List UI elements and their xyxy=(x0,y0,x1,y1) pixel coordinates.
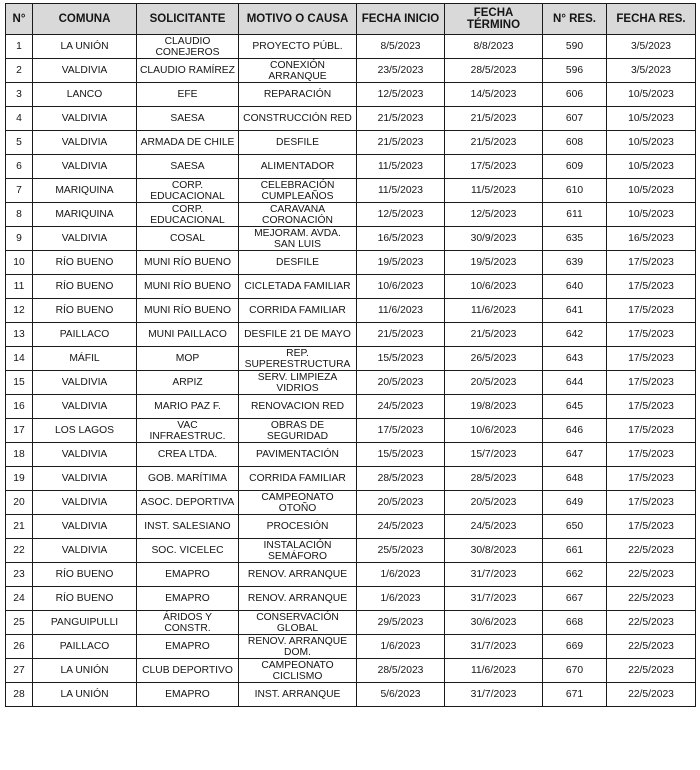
cell-num: 12 xyxy=(6,299,33,323)
cell-fecha-inicio: 8/5/2023 xyxy=(357,35,445,59)
cell-motivo: ALIMENTADOR xyxy=(239,155,357,179)
cell-num-res: 662 xyxy=(543,563,607,587)
cell-fecha-res: 10/5/2023 xyxy=(607,179,696,203)
cell-motivo: PROCESIÓN xyxy=(239,515,357,539)
table-row xyxy=(6,611,696,635)
cell-fecha-termino: 20/5/2023 xyxy=(445,371,543,395)
cell-num: 17 xyxy=(6,419,33,443)
cell-num-res: 606 xyxy=(543,83,607,107)
cell-comuna: VALDIVIA xyxy=(33,539,137,563)
cell-comuna: LOS LAGOS xyxy=(33,419,137,443)
cell-fecha-res: 17/5/2023 xyxy=(607,515,696,539)
cell-comuna: VALDIVIA xyxy=(33,491,137,515)
header-fecha-res: FECHA RES. xyxy=(607,4,696,35)
cell-num: 5 xyxy=(6,131,33,155)
cell-solicitante: EMAPRO xyxy=(137,563,239,587)
cell-num: 4 xyxy=(6,107,33,131)
cell-comuna: RÍO BUENO xyxy=(33,299,137,323)
cell-num-res: 670 xyxy=(543,659,607,683)
cell-fecha-res: 10/5/2023 xyxy=(607,155,696,179)
cell-comuna: LA UNIÓN xyxy=(33,683,137,707)
cell-fecha-termino: 30/9/2023 xyxy=(445,227,543,251)
cell-comuna: LANCO xyxy=(33,83,137,107)
table-row xyxy=(6,107,696,131)
cell-num: 2 xyxy=(6,59,33,83)
cell-num: 28 xyxy=(6,683,33,707)
cell-fecha-res: 10/5/2023 xyxy=(607,131,696,155)
cell-fecha-inicio: 25/5/2023 xyxy=(357,539,445,563)
cell-comuna: VALDIVIA xyxy=(33,371,137,395)
permits-table xyxy=(5,3,696,707)
cell-motivo: CELEBRACIÓN CUMPLEAÑOS xyxy=(239,179,357,203)
cell-solicitante: CREA LTDA. xyxy=(137,443,239,467)
cell-num-res: 667 xyxy=(543,587,607,611)
cell-fecha-res: 22/5/2023 xyxy=(607,659,696,683)
cell-fecha-res: 17/5/2023 xyxy=(607,275,696,299)
cell-fecha-res: 22/5/2023 xyxy=(607,563,696,587)
cell-num-res: 669 xyxy=(543,635,607,659)
cell-num-res: 639 xyxy=(543,251,607,275)
cell-fecha-res: 22/5/2023 xyxy=(607,683,696,707)
header-row xyxy=(6,4,696,35)
cell-fecha-termino: 31/7/2023 xyxy=(445,563,543,587)
cell-comuna: MARIQUINA xyxy=(33,203,137,227)
cell-num-res: 608 xyxy=(543,131,607,155)
cell-comuna: LA UNIÓN xyxy=(33,35,137,59)
cell-num-res: 649 xyxy=(543,491,607,515)
cell-solicitante: CLUB DEPORTIVO xyxy=(137,659,239,683)
cell-fecha-termino: 15/7/2023 xyxy=(445,443,543,467)
cell-num-res: 641 xyxy=(543,299,607,323)
header-fecha-termino: FECHA TÉRMINO xyxy=(445,4,543,35)
cell-fecha-res: 17/5/2023 xyxy=(607,371,696,395)
cell-fecha-inicio: 11/6/2023 xyxy=(357,299,445,323)
cell-fecha-res: 3/5/2023 xyxy=(607,35,696,59)
cell-fecha-termino: 11/6/2023 xyxy=(445,659,543,683)
cell-num: 27 xyxy=(6,659,33,683)
cell-solicitante: ASOC. DEPORTIVA xyxy=(137,491,239,515)
cell-fecha-termino: 12/5/2023 xyxy=(445,203,543,227)
cell-fecha-inicio: 12/5/2023 xyxy=(357,83,445,107)
cell-num: 8 xyxy=(6,203,33,227)
cell-motivo: RENOV. ARRANQUE DOM. xyxy=(239,635,357,659)
cell-fecha-termino: 10/6/2023 xyxy=(445,419,543,443)
cell-fecha-res: 10/5/2023 xyxy=(607,83,696,107)
cell-motivo: INSTALACIÓN SEMÁFORO xyxy=(239,539,357,563)
cell-num: 25 xyxy=(6,611,33,635)
cell-num-res: 645 xyxy=(543,395,607,419)
cell-comuna: MARIQUINA xyxy=(33,179,137,203)
cell-fecha-termino: 17/5/2023 xyxy=(445,155,543,179)
cell-solicitante: MUNI RÍO BUENO xyxy=(137,251,239,275)
table-row xyxy=(6,539,696,563)
cell-num-res: 590 xyxy=(543,35,607,59)
cell-fecha-res: 17/5/2023 xyxy=(607,299,696,323)
cell-num-res: 644 xyxy=(543,371,607,395)
cell-fecha-inicio: 20/5/2023 xyxy=(357,491,445,515)
table-row xyxy=(6,443,696,467)
header-num: N° xyxy=(6,4,33,35)
cell-num: 7 xyxy=(6,179,33,203)
table-row xyxy=(6,299,696,323)
cell-solicitante: EMAPRO xyxy=(137,683,239,707)
table-row xyxy=(6,635,696,659)
cell-num: 1 xyxy=(6,35,33,59)
cell-comuna: VALDIVIA xyxy=(33,227,137,251)
cell-num-res: 610 xyxy=(543,179,607,203)
cell-motivo: PAVIMENTACIÓN xyxy=(239,443,357,467)
cell-num: 24 xyxy=(6,587,33,611)
cell-num-res: 648 xyxy=(543,467,607,491)
cell-fecha-termino: 21/5/2023 xyxy=(445,323,543,347)
cell-num: 23 xyxy=(6,563,33,587)
cell-fecha-termino: 11/6/2023 xyxy=(445,299,543,323)
cell-num-res: 647 xyxy=(543,443,607,467)
cell-solicitante: EMAPRO xyxy=(137,635,239,659)
table-body xyxy=(6,35,696,707)
cell-solicitante: EMAPRO xyxy=(137,587,239,611)
cell-fecha-termino: 14/5/2023 xyxy=(445,83,543,107)
cell-num: 11 xyxy=(6,275,33,299)
cell-solicitante: MOP xyxy=(137,347,239,371)
cell-num: 22 xyxy=(6,539,33,563)
cell-comuna: VALDIVIA xyxy=(33,155,137,179)
cell-fecha-inicio: 15/5/2023 xyxy=(357,347,445,371)
cell-fecha-res: 17/5/2023 xyxy=(607,251,696,275)
cell-solicitante: SAESA xyxy=(137,155,239,179)
cell-solicitante: COSAL xyxy=(137,227,239,251)
cell-solicitante: EFE xyxy=(137,83,239,107)
cell-num: 26 xyxy=(6,635,33,659)
cell-comuna: VALDIVIA xyxy=(33,131,137,155)
cell-num-res: 661 xyxy=(543,539,607,563)
cell-motivo: RENOVACION RED xyxy=(239,395,357,419)
cell-fecha-res: 22/5/2023 xyxy=(607,611,696,635)
cell-motivo: DESFILE xyxy=(239,131,357,155)
table-row xyxy=(6,227,696,251)
cell-comuna: VALDIVIA xyxy=(33,59,137,83)
header-motivo: MOTIVO O CAUSA xyxy=(239,4,357,35)
cell-fecha-res: 10/5/2023 xyxy=(607,203,696,227)
cell-fecha-termino: 10/6/2023 xyxy=(445,275,543,299)
cell-fecha-termino: 19/8/2023 xyxy=(445,395,543,419)
cell-solicitante: MARIO PAZ F. xyxy=(137,395,239,419)
cell-fecha-termino: 19/5/2023 xyxy=(445,251,543,275)
cell-fecha-res: 17/5/2023 xyxy=(607,395,696,419)
table-row xyxy=(6,203,696,227)
cell-fecha-inicio: 11/5/2023 xyxy=(357,179,445,203)
cell-motivo: CONSTRUCCIÓN RED xyxy=(239,107,357,131)
cell-num: 10 xyxy=(6,251,33,275)
cell-comuna: LA UNIÓN xyxy=(33,659,137,683)
cell-fecha-inicio: 12/5/2023 xyxy=(357,203,445,227)
cell-num-res: 607 xyxy=(543,107,607,131)
cell-fecha-res: 22/5/2023 xyxy=(607,587,696,611)
cell-num: 18 xyxy=(6,443,33,467)
cell-solicitante: MUNI RÍO BUENO xyxy=(137,299,239,323)
cell-fecha-termino: 31/7/2023 xyxy=(445,635,543,659)
cell-num-res: 609 xyxy=(543,155,607,179)
cell-num: 6 xyxy=(6,155,33,179)
table-row xyxy=(6,323,696,347)
cell-motivo: INST. ARRANQUE xyxy=(239,683,357,707)
cell-fecha-termino: 30/6/2023 xyxy=(445,611,543,635)
cell-motivo: REP. SUPERESTRUCTURA xyxy=(239,347,357,371)
table-row xyxy=(6,275,696,299)
cell-motivo: MEJORAM. AVDA. SAN LUIS xyxy=(239,227,357,251)
cell-fecha-res: 22/5/2023 xyxy=(607,635,696,659)
header-fecha-inicio: FECHA INICIO xyxy=(357,4,445,35)
cell-fecha-res: 17/5/2023 xyxy=(607,323,696,347)
cell-fecha-inicio: 21/5/2023 xyxy=(357,107,445,131)
cell-fecha-termino: 28/5/2023 xyxy=(445,59,543,83)
table-row xyxy=(6,659,696,683)
cell-num-res: 643 xyxy=(543,347,607,371)
cell-fecha-inicio: 19/5/2023 xyxy=(357,251,445,275)
cell-solicitante: VAC INFRAESTRUC. xyxy=(137,419,239,443)
table-row xyxy=(6,155,696,179)
cell-motivo: CICLETADA FAMILIAR xyxy=(239,275,357,299)
cell-num-res: 671 xyxy=(543,683,607,707)
cell-solicitante: MUNI RÍO BUENO xyxy=(137,275,239,299)
cell-fecha-termino: 21/5/2023 xyxy=(445,131,543,155)
header-solicitante: SOLICITANTE xyxy=(137,4,239,35)
cell-num-res: 650 xyxy=(543,515,607,539)
table-row xyxy=(6,347,696,371)
cell-num: 20 xyxy=(6,491,33,515)
cell-fecha-inicio: 1/6/2023 xyxy=(357,563,445,587)
cell-motivo: OBRAS DE SEGURIDAD xyxy=(239,419,357,443)
cell-solicitante: CORP. EDUCACIONAL xyxy=(137,203,239,227)
cell-num-res: 668 xyxy=(543,611,607,635)
cell-fecha-termino: 31/7/2023 xyxy=(445,683,543,707)
cell-fecha-termino: 11/5/2023 xyxy=(445,179,543,203)
cell-motivo: SERV. LIMPIEZA VIDRIOS xyxy=(239,371,357,395)
cell-comuna: PANGUIPULLI xyxy=(33,611,137,635)
table-row xyxy=(6,59,696,83)
table-row xyxy=(6,515,696,539)
table-row xyxy=(6,491,696,515)
table-row xyxy=(6,179,696,203)
cell-num: 19 xyxy=(6,467,33,491)
cell-motivo: CORRIDA FAMILIAR xyxy=(239,467,357,491)
cell-fecha-res: 3/5/2023 xyxy=(607,59,696,83)
cell-solicitante: MUNI PAILLACO xyxy=(137,323,239,347)
document-page xyxy=(5,3,696,707)
cell-solicitante: GOB. MARÍTIMA xyxy=(137,467,239,491)
cell-comuna: VALDIVIA xyxy=(33,515,137,539)
cell-solicitante: SOC. VICELEC xyxy=(137,539,239,563)
table-row xyxy=(6,35,696,59)
cell-fecha-inicio: 24/5/2023 xyxy=(357,395,445,419)
cell-fecha-res: 17/5/2023 xyxy=(607,419,696,443)
cell-fecha-inicio: 24/5/2023 xyxy=(357,515,445,539)
cell-num-res: 635 xyxy=(543,227,607,251)
cell-fecha-inicio: 21/5/2023 xyxy=(357,131,445,155)
cell-comuna: RÍO BUENO xyxy=(33,563,137,587)
cell-solicitante: CLAUDIO RAMÍREZ xyxy=(137,59,239,83)
cell-motivo: DESFILE xyxy=(239,251,357,275)
cell-num-res: 646 xyxy=(543,419,607,443)
cell-motivo: RENOV. ARRANQUE xyxy=(239,587,357,611)
cell-num: 3 xyxy=(6,83,33,107)
cell-fecha-inicio: 15/5/2023 xyxy=(357,443,445,467)
cell-fecha-res: 17/5/2023 xyxy=(607,443,696,467)
table-row xyxy=(6,587,696,611)
cell-solicitante: ARPIZ xyxy=(137,371,239,395)
cell-comuna: MÁFIL xyxy=(33,347,137,371)
cell-comuna: RÍO BUENO xyxy=(33,587,137,611)
cell-comuna: PAILLACO xyxy=(33,635,137,659)
cell-motivo: CAMPEONATO CICLISMO xyxy=(239,659,357,683)
cell-fecha-inicio: 23/5/2023 xyxy=(357,59,445,83)
cell-num: 15 xyxy=(6,371,33,395)
cell-motivo: CONEXIÓN ARRANQUE xyxy=(239,59,357,83)
cell-motivo: CARAVANA CORONACIÓN xyxy=(239,203,357,227)
cell-comuna: VALDIVIA xyxy=(33,395,137,419)
cell-motivo: REPARACIÓN xyxy=(239,83,357,107)
cell-fecha-termino: 26/5/2023 xyxy=(445,347,543,371)
cell-comuna: RÍO BUENO xyxy=(33,275,137,299)
cell-num: 14 xyxy=(6,347,33,371)
cell-fecha-termino: 24/5/2023 xyxy=(445,515,543,539)
cell-fecha-inicio: 17/5/2023 xyxy=(357,419,445,443)
cell-num: 9 xyxy=(6,227,33,251)
cell-solicitante: SAESA xyxy=(137,107,239,131)
cell-fecha-inicio: 29/5/2023 xyxy=(357,611,445,635)
cell-solicitante: ARMADA DE CHILE xyxy=(137,131,239,155)
table-row xyxy=(6,563,696,587)
cell-fecha-res: 17/5/2023 xyxy=(607,467,696,491)
table-row xyxy=(6,467,696,491)
cell-fecha-termino: 20/5/2023 xyxy=(445,491,543,515)
cell-fecha-termino: 21/5/2023 xyxy=(445,107,543,131)
cell-comuna: VALDIVIA xyxy=(33,443,137,467)
cell-fecha-termino: 30/8/2023 xyxy=(445,539,543,563)
cell-motivo: DESFILE 21 DE MAYO xyxy=(239,323,357,347)
table-row xyxy=(6,131,696,155)
cell-solicitante: INST. SALESIANO xyxy=(137,515,239,539)
cell-motivo: CORRIDA FAMILIAR xyxy=(239,299,357,323)
cell-fecha-inicio: 20/5/2023 xyxy=(357,371,445,395)
cell-comuna: VALDIVIA xyxy=(33,107,137,131)
table-row xyxy=(6,395,696,419)
cell-fecha-res: 22/5/2023 xyxy=(607,539,696,563)
cell-motivo: CONSERVACIÓN GLOBAL xyxy=(239,611,357,635)
cell-num: 21 xyxy=(6,515,33,539)
cell-fecha-inicio: 5/6/2023 xyxy=(357,683,445,707)
cell-fecha-res: 16/5/2023 xyxy=(607,227,696,251)
cell-solicitante: ÁRIDOS Y CONSTR. xyxy=(137,611,239,635)
cell-motivo: PROYECTO PÚBL. xyxy=(239,35,357,59)
cell-fecha-inicio: 28/5/2023 xyxy=(357,659,445,683)
table-row xyxy=(6,683,696,707)
cell-fecha-inicio: 1/6/2023 xyxy=(357,587,445,611)
cell-fecha-inicio: 1/6/2023 xyxy=(357,635,445,659)
cell-comuna: RÍO BUENO xyxy=(33,251,137,275)
cell-num-res: 596 xyxy=(543,59,607,83)
cell-fecha-inicio: 28/5/2023 xyxy=(357,467,445,491)
table-row xyxy=(6,83,696,107)
cell-num-res: 640 xyxy=(543,275,607,299)
cell-fecha-termino: 8/8/2023 xyxy=(445,35,543,59)
cell-fecha-res: 10/5/2023 xyxy=(607,107,696,131)
cell-motivo: RENOV. ARRANQUE xyxy=(239,563,357,587)
table-row xyxy=(6,251,696,275)
cell-num-res: 611 xyxy=(543,203,607,227)
cell-num: 16 xyxy=(6,395,33,419)
cell-comuna: PAILLACO xyxy=(33,323,137,347)
cell-fecha-inicio: 11/5/2023 xyxy=(357,155,445,179)
cell-fecha-inicio: 16/5/2023 xyxy=(357,227,445,251)
cell-solicitante: CORP. EDUCACIONAL xyxy=(137,179,239,203)
table-row xyxy=(6,419,696,443)
cell-num: 13 xyxy=(6,323,33,347)
cell-comuna: VALDIVIA xyxy=(33,467,137,491)
cell-fecha-inicio: 21/5/2023 xyxy=(357,323,445,347)
cell-fecha-res: 17/5/2023 xyxy=(607,347,696,371)
cell-num-res: 642 xyxy=(543,323,607,347)
table-row xyxy=(6,371,696,395)
cell-solicitante: CLAUDIO CONEJEROS xyxy=(137,35,239,59)
header-comuna: COMUNA xyxy=(33,4,137,35)
cell-fecha-termino: 28/5/2023 xyxy=(445,467,543,491)
cell-fecha-termino: 31/7/2023 xyxy=(445,587,543,611)
header-num-res: N° RES. xyxy=(543,4,607,35)
cell-motivo: CAMPEONATO OTOÑO xyxy=(239,491,357,515)
cell-fecha-inicio: 10/6/2023 xyxy=(357,275,445,299)
cell-fecha-res: 17/5/2023 xyxy=(607,491,696,515)
